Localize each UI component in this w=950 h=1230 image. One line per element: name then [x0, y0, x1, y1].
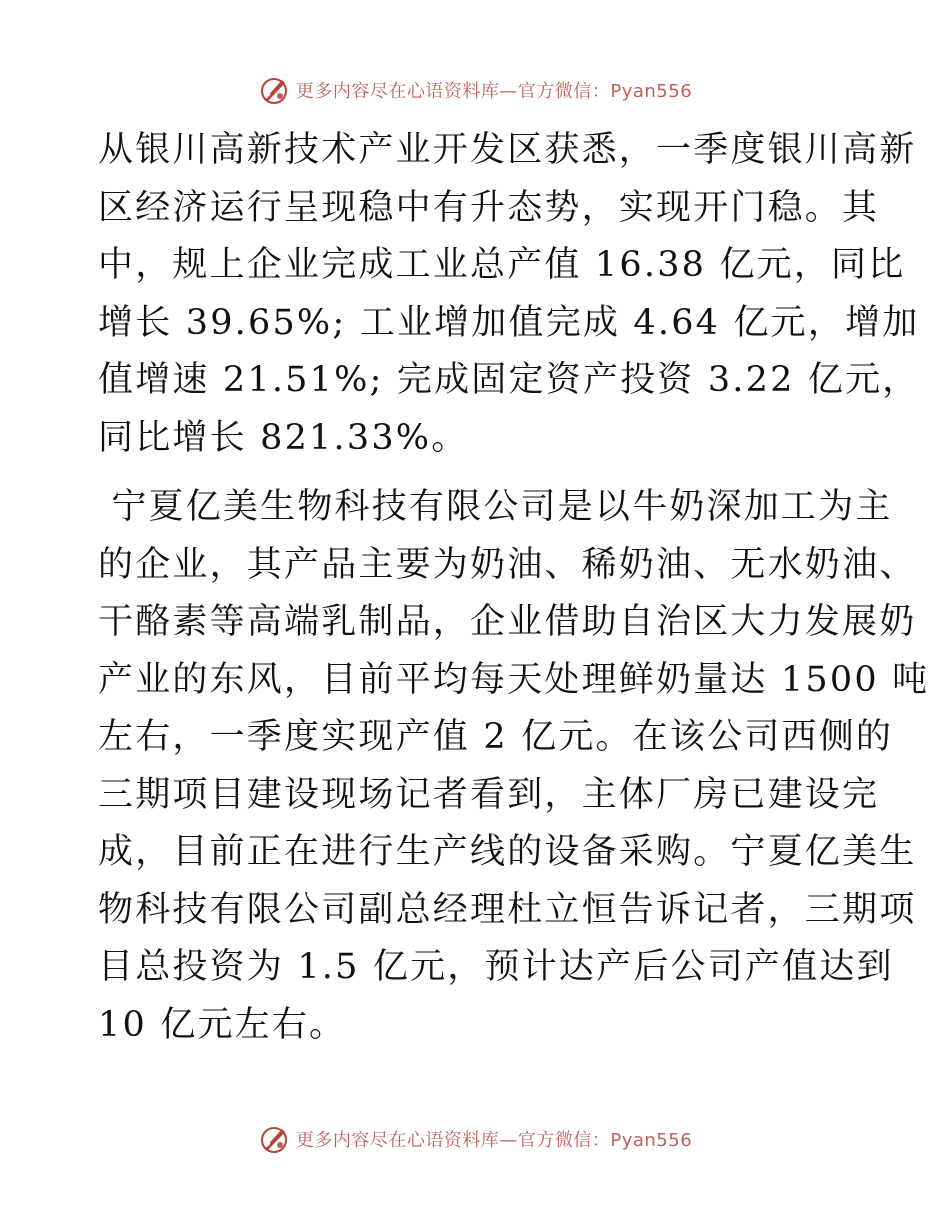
quill-pen-logo-icon	[258, 1123, 290, 1155]
watermark-text: 更多内容尽在心语资料库—官方微信：Pyan556	[295, 81, 693, 102]
text-line: 产业的东风，目前平均每天处理鲜奶量达 1500 吨	[98, 659, 930, 700]
quill-pen-logo-icon	[258, 74, 290, 106]
text-line: 中，规上企业完成工业总产值 16.38 亿元，同比	[98, 245, 906, 285]
text-line: 左右，一季度实现产值 2 亿元。在该公司西侧的	[98, 717, 894, 757]
footer-watermark-banner	[0, 1121, 950, 1157]
text-line: 宁夏亿美生物科技有限公司是以牛奶深加工为主	[98, 487, 893, 527]
header-watermark-banner	[0, 72, 950, 108]
text-line: 从银川高新技术产业开发区获悉，一季度银川高新	[98, 130, 917, 170]
watermark-text: 更多内容尽在心语资料库—官方微信：Pyan556	[295, 1130, 693, 1151]
text-line: 区经济运行呈现稳中有升态势，实现开门稳。其	[98, 187, 880, 228]
text-line: 干酪素等高端乳制品，企业借助自治区大力发展奶	[98, 602, 917, 642]
text-line: 同比增长 821.33%。	[98, 417, 469, 458]
paragraph-economic-stats	[98, 122, 920, 467]
text-line: 增长 39.65%; 工业增加值完成 4.64 亿元，增加	[98, 302, 920, 343]
text-line: 的企业，其产品主要为奶油、稀奶油、无水奶油、	[98, 544, 917, 585]
text-line: 目总投资为 1.5 亿元，预计达产后公司产值达到	[98, 947, 894, 987]
article-body	[98, 122, 930, 1054]
text-line: 值增速 21.51%; 完成固定资产投资 3.22 亿元，	[98, 360, 920, 400]
text-line: 三期项目建设现场记者看到，主体厂房已建设完	[98, 774, 880, 815]
text-line: 成，目前正在进行生产线的设备采购。宁夏亿美生	[98, 832, 917, 872]
text-line: 10 亿元左右。	[98, 1004, 347, 1045]
paragraph-company-profile	[98, 479, 930, 1054]
text-line: 物科技有限公司副总经理杜立恒告诉记者，三期项	[98, 889, 917, 930]
